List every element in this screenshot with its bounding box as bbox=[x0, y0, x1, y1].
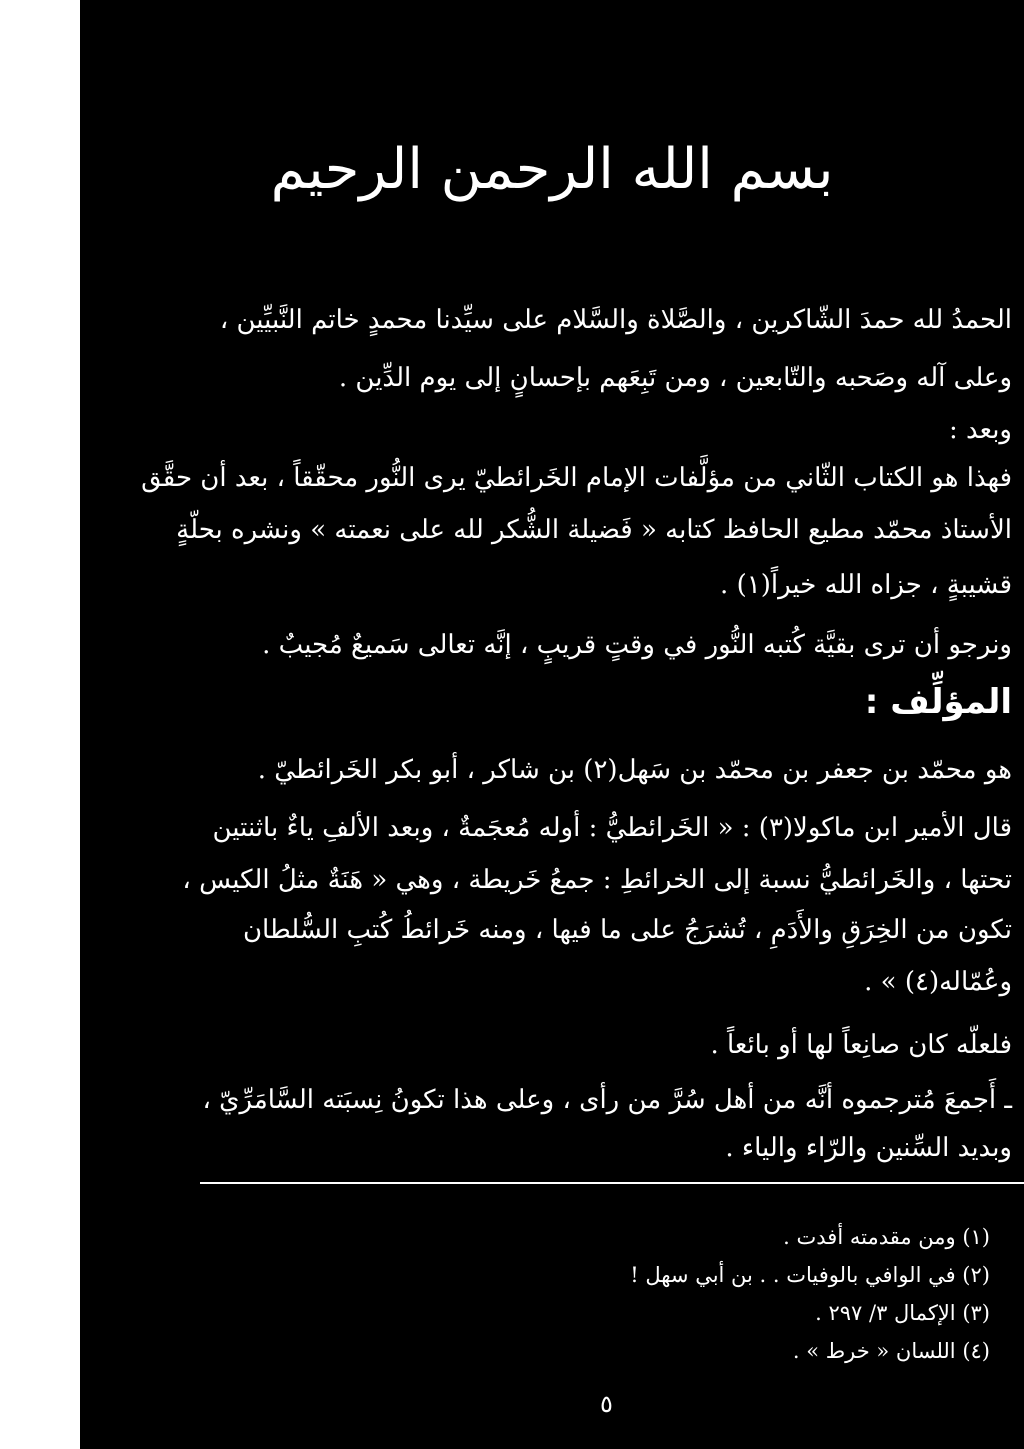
paragraph-line: ونرجو أن ترى بقيَّة كُتبه النُّور في وقتٍ قريبٍ ، إنَّه تعالى سَميعٌ مُجيبٌ . bbox=[262, 630, 1012, 660]
paragraph-line: وبعد : bbox=[948, 415, 1012, 445]
left-margin bbox=[0, 0, 80, 1449]
paragraph-line: وعُمّاله(٤) » . bbox=[864, 967, 1012, 997]
paragraph-line: تحتها ، والخَرائطيُّ نسبة إلى الخرائطِ : جمعُ خَريطة ، وهي « هَنَةٌ مثلُ الكيس ، bbox=[182, 865, 1012, 895]
basmala-text: بسم الله الرحمن الرحيم bbox=[270, 137, 834, 202]
paragraph-line: ـ أَجمعَ مُترجموه أنَّه من أهل سُرَّ من رأى ، وعلى هذا تكونُ نِسبَته السَّامَرِّيّ ، bbox=[202, 1085, 1012, 1115]
paragraph-line: فهذا هو الكتاب الثّاني من مؤلَّفات الإمام الخَرائطيّ يرى النُّور محقّقاً ، بعد أن حقَّق bbox=[141, 463, 1012, 493]
page-number: ٥ bbox=[600, 1390, 613, 1418]
basmala-title bbox=[80, 137, 1024, 202]
footnote: (٣) الإكمال ٣/ ٢٩٧ . bbox=[815, 1301, 990, 1325]
footnote-divider bbox=[200, 1182, 1024, 1184]
book-page bbox=[80, 0, 1024, 1449]
footnote: (٤) اللسان « خرط » . bbox=[792, 1339, 990, 1363]
footnote: (٢) في الوافي بالوفيات . . بن أبي سهل ! bbox=[630, 1263, 990, 1287]
paragraph-line: وعلى آله وصَحبه والتّابعين ، ومن تَبِعَهم بإحسانٍ إلى يوم الدِّين . bbox=[338, 363, 1012, 393]
footnote: (١) ومن مقدمته أفدت . bbox=[783, 1225, 990, 1249]
section-heading: المؤلِّف : bbox=[864, 682, 1012, 722]
paragraph-line: الأستاذ محمّد مطيع الحافظ كتابه « فَضيلة الشُّكر لله على نعمته » ونشره بحلّةٍ bbox=[176, 515, 1012, 545]
paragraph-line: تكون من الخِرَقِ والأَدَمِ ، تُشرَجُ على ما فيها ، ومنه خَرائطُ كُتبِ السُّلطان bbox=[242, 915, 1012, 945]
paragraph-line: فلعلّه كان صانِعاً لها أو بائعاً . bbox=[710, 1030, 1012, 1060]
paragraph-line: قشيبةٍ ، جزاه الله خيراً(١) . bbox=[720, 570, 1012, 600]
paragraph-line: وبديد السِّنين والرّاء والياء . bbox=[725, 1133, 1012, 1163]
paragraph-line: الحمدُ لله حمدَ الشّاكرين ، والصَّلاة والسَّلام على سيِّدنا محمدٍ خاتم النَّبيِّين ، bbox=[219, 305, 1012, 335]
paragraph-line: هو محمّد بن جعفر بن محمّد بن سَهل(٢) بن شاكر ، أبو بكر الخَرائطيّ . bbox=[257, 755, 1012, 785]
paragraph-line: قال الأمير ابن ماكولا(٣) : « الخَرائطيُّ : أوله مُعجَمةٌ ، وبعد الألفِ ياءٌ باثنتين bbox=[212, 813, 1012, 843]
